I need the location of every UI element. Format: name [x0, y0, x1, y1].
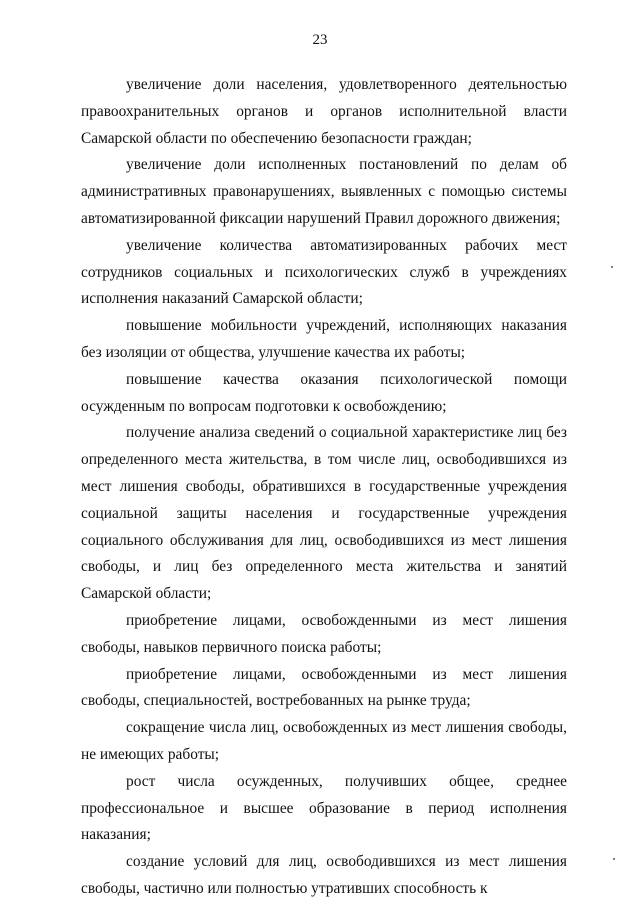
page-number: 23: [312, 32, 328, 48]
paragraph: увеличение доли населения, удовлетворенного деятельностью правоохранительных органов и органов исполнительной власти Самарской области по обеспечению безопасности граждан;: [81, 76, 567, 147]
paragraph: получение анализа сведений о социальной характеристике лиц без определенного места жительства, в том числе лиц, освободившихся из мест лишения свободы, обратившихся в государственные учреждения социальной защиты населения и государственные учреждения социального обслуживания для лиц, освободившихся из мест лишения свободы, и лиц без определенного места жительства и занятий Самарской области;: [81, 424, 567, 603]
paragraph: повышение качества оказания психологической помощи осужденным по вопросам подготовки к освобождению;: [81, 370, 567, 415]
document-body: [81, 72, 567, 903]
paragraph: сокращение числа лиц, освобожденных из мест лишения свободы, не имеющих работы;: [81, 719, 567, 763]
paragraph: создание условий для лиц, освободившихся из мест лишения свободы, частично или полностью утративших способность к: [81, 853, 567, 897]
scan-speck: [613, 858, 615, 860]
paragraph: рост числа осужденных, получивших общее, среднее профессиональное и высшее образование в период исполнения наказания;: [81, 772, 567, 844]
paragraph: увеличение количества автоматизированных рабочих мест сотрудников социальных и психологических служб в учреждениях исполнения наказаний Самарской области;: [81, 236, 567, 308]
paragraph: увеличение доли исполненных постановлений по делам об административных правонарушениях, выявленных с помощью системы автоматизированной фиксации нарушений Правил дорожного движения;: [81, 156, 567, 227]
scan-speck: [611, 266, 613, 268]
paragraph: повышение мобильности учреждений, исполняющих наказания без изоляции от общества, улучшение качества их работы;: [81, 317, 567, 361]
paragraph: приобретение лицами, освобожденными из мест лишения свободы, специальностей, востребованных на рынке труда;: [81, 665, 567, 710]
paragraph: приобретение лицами, освобожденными из мест лишения свободы, навыков первичного поиска работы;: [81, 611, 567, 656]
